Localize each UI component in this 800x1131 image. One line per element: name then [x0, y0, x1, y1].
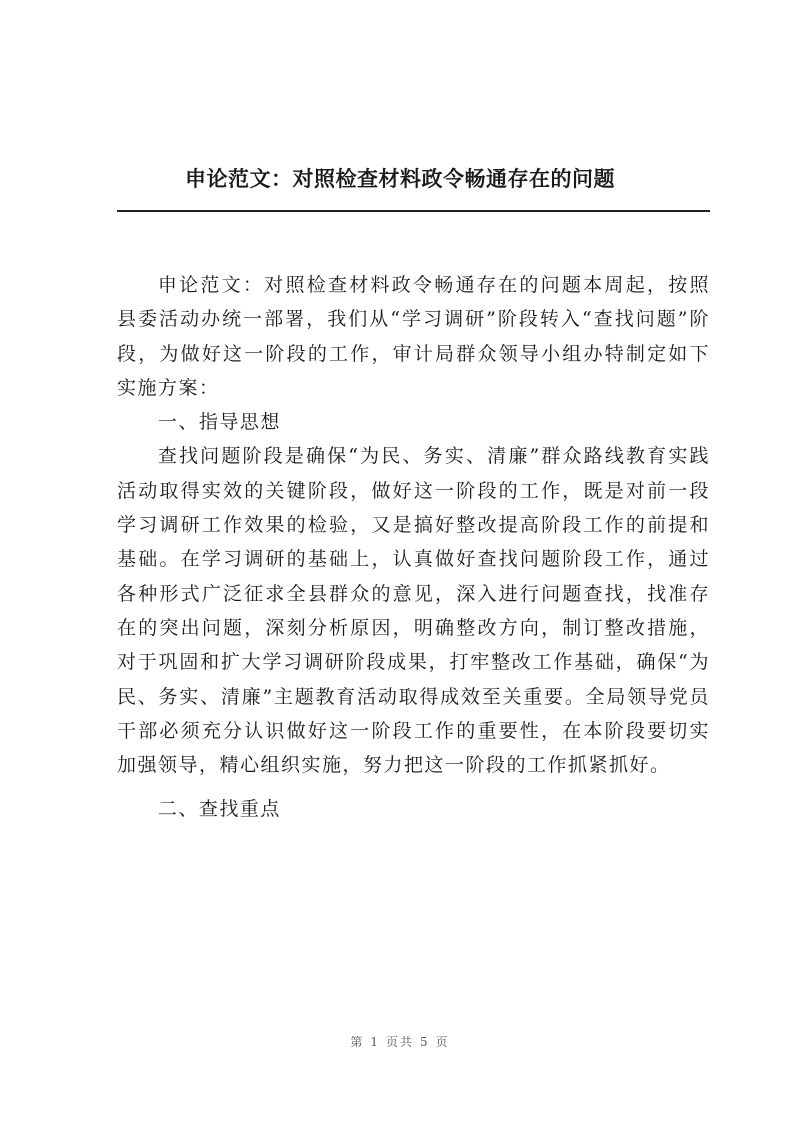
footer-total-pages: 5 [420, 1035, 430, 1049]
footer-suffix: 页 [435, 1035, 450, 1049]
footer-prefix: 第 [350, 1035, 365, 1049]
guiding-ideology-paragraph: 查找问题阶段是确保“为民、务实、清廉”群众路线教育实践活动取得实效的关键阶段，做好这一阶段的工作，既是对前一段学习调研工作效果的检验，又是搞好整改提高阶段工作的前提和基础。在学习调研的基础上，认真做好查找问题阶段工作，通过各种形式广泛征求全县群众的意见，深入进行问题查找，找准存在的突出问题，深刻分析原因，明确整改方向，制订整改措施，对于巩固和扩大学习调研阶段成果，打牢整改工作基础，确保“为民、务实、清廉”主题教育活动取得成效至关重要。全局领导党员干部必须充分认识做好这一阶段工作的重要性，在本阶段要切实加强领导，精心组织实施，努力把这一阶段的工作抓紧抓好。 [117, 445, 710, 777]
section-heading-search-focus: 二、查找重点 [157, 798, 281, 821]
footer-middle: 页共 [385, 1035, 414, 1049]
section-heading-guiding-ideology: 一、指导思想 [157, 411, 281, 434]
footer-current-page: 1 [370, 1035, 380, 1049]
intro-paragraph: 申论范文：对照检查材料政令畅通存在的问题本周起，按照县委活动办统一部署，我们从“学习调研”阶段转入“查找问题”阶段，为做好这一阶段的工作，审计局群众领导小组办特制定如下实施方案： [117, 274, 710, 399]
document-title: 申论范文：对照检查材料政令畅通存在的问题 [185, 166, 615, 191]
title-divider [117, 210, 710, 212]
page-footer [0, 1033, 800, 1050]
document-body [117, 268, 710, 827]
